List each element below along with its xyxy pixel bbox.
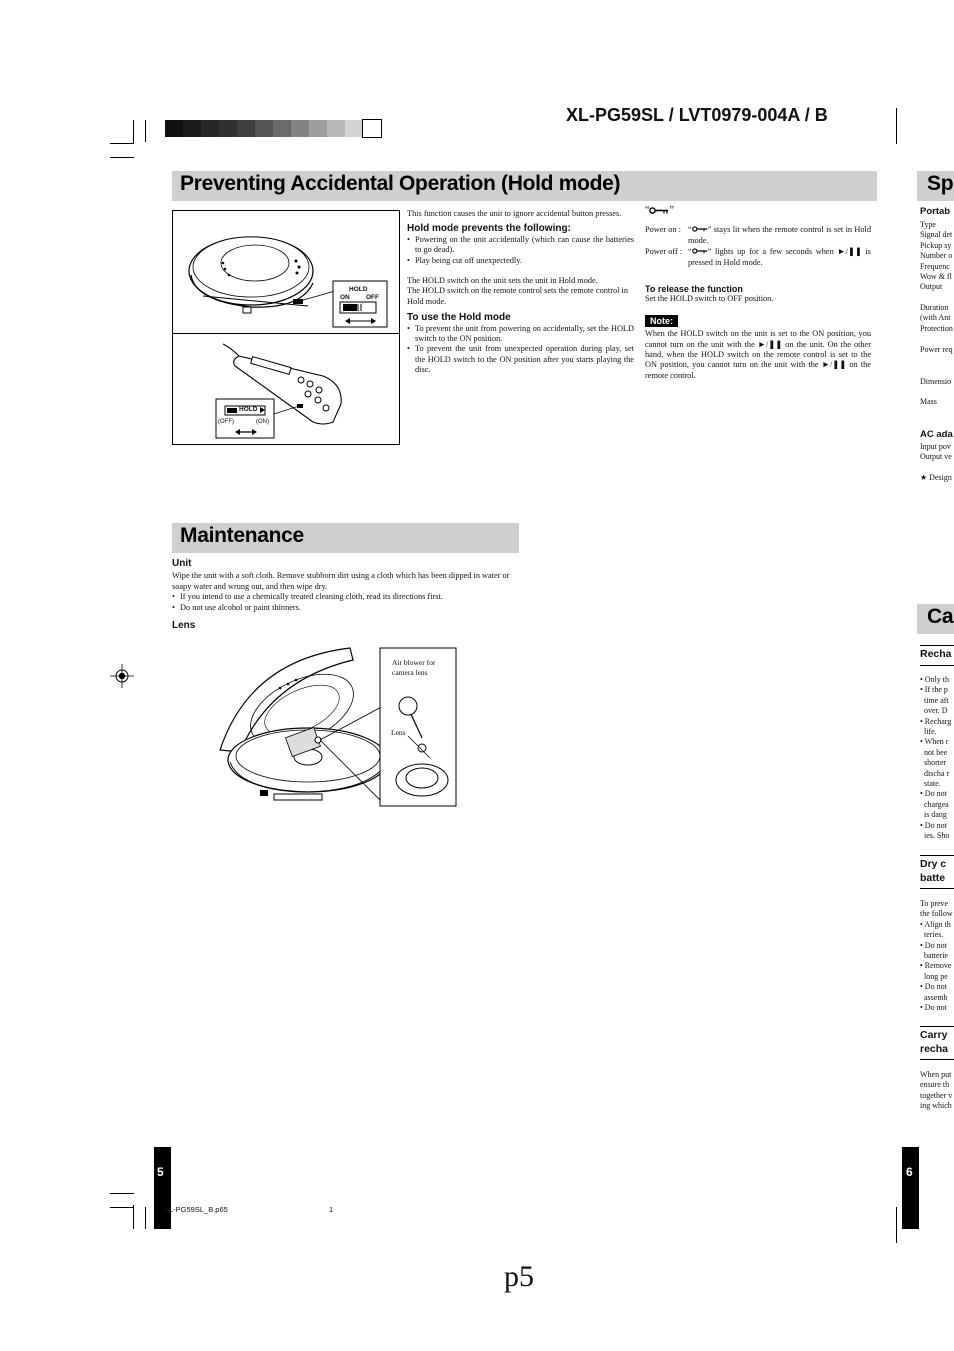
hold-intro: This function causes the unit to ignore accidental button presses.: [407, 209, 622, 218]
unit-on-label: ON: [340, 294, 350, 301]
right-column-line: over. D: [920, 706, 948, 716]
footer-filename: XL-PG59SL_B.p65: [164, 1205, 228, 1214]
list-item: • If you intend to use a chemically treated cleaning cloth, read its directions first.: [172, 592, 521, 602]
carry-list: [920, 1070, 952, 1112]
right-column-line: is dang: [920, 810, 947, 820]
note-badge: Note:: [645, 315, 678, 327]
spec-list-2: [920, 303, 953, 334]
remote-control-illustration: [173, 334, 399, 444]
crop-mark: [896, 1207, 897, 1243]
gray-swatch: [345, 120, 363, 137]
remote-on-label: (ON): [256, 419, 269, 425]
release-text: Set the HOLD switch to OFF position.: [645, 294, 774, 304]
footer-page-number: 1: [329, 1205, 334, 1214]
unit-heading: Unit: [172, 558, 192, 569]
portable-heading: Portab: [920, 206, 951, 217]
right-column-line: assemb: [920, 992, 948, 1002]
registration-mark-icon: [110, 664, 134, 688]
crop-mark: [110, 143, 134, 144]
note-text: When the HOLD switch on the unit is set to the ON position, you cannot turn on the unit with the ►/❚❚ on the unit. On the other hand, when the HOLD switch on the remote control is set to the ON position, you cannot turn on the unit with the ►/❚❚ on the remote control.: [645, 329, 871, 380]
power-off-row: Power off : “ ” lights up for a few seconds when ►/❚❚ is pressed in Hold mode.: [645, 247, 871, 267]
crop-mark: [145, 1207, 146, 1229]
mass-label: Mass: [920, 397, 937, 406]
right-column-line: ing which: [920, 1101, 952, 1111]
lens-heading: Lens: [172, 620, 196, 632]
crop-mark: [145, 120, 146, 142]
right-column-line: discha r: [920, 768, 950, 778]
left-page-tab: 5: [154, 1147, 171, 1229]
carry-heading-line-2: recha: [920, 1043, 949, 1055]
right-column-line: Wow & fl: [920, 272, 952, 282]
right-column-line: When put: [920, 1070, 952, 1079]
right-page-tab: 6: [902, 1147, 919, 1229]
right-column-line: • Do not: [920, 982, 947, 992]
document-code: XL-PG59SL / LVT0979-004A / B: [566, 105, 828, 125]
right-column-line: Input pov: [920, 442, 951, 451]
dry-rule-bottom: [920, 888, 954, 889]
right-column-line: To preve: [920, 899, 949, 908]
power-req-label: Power req: [920, 345, 953, 354]
right-column-line: Signal det: [920, 230, 953, 240]
prevents-heading: Hold mode prevents the following:: [407, 223, 571, 235]
right-column-line: • Remove: [920, 961, 952, 971]
right-column-line: the follow: [920, 909, 953, 919]
maintenance-text: [172, 559, 521, 631]
gray-swatch: [219, 120, 237, 137]
ac-list: [920, 442, 952, 463]
key-icon: [692, 248, 708, 254]
page-label: p5: [504, 1260, 534, 1293]
hold-section-heading: [172, 171, 877, 201]
list-item: • To prevent the unit from powering on accidentally, set the HOLD switch to the ON position.: [407, 324, 634, 345]
unit-hold-label: HOLD: [349, 286, 368, 293]
right-column-line: batterie: [920, 951, 948, 961]
lens-label: Lens: [391, 728, 406, 737]
right-column-line: • Do not: [920, 1003, 947, 1013]
gray-swatch: [363, 120, 381, 137]
right-column-line: Output: [920, 282, 943, 292]
right-column-line: Type: [920, 220, 936, 229]
remote-off-label: (OFF): [218, 419, 234, 425]
recha-rule-bottom: [920, 665, 954, 666]
right-column-line: ies. Sho: [920, 831, 950, 841]
right-column-line: Frequenc: [920, 261, 950, 271]
key-icon: [649, 207, 669, 214]
carry-heading-line-1: Carry: [920, 1029, 948, 1041]
hold-section-title: Preventing Accidental Operation (Hold mode): [180, 172, 621, 195]
list-item: • Do not use alcohol or paint thinners.: [172, 603, 521, 613]
right-column-line: together v: [920, 1090, 953, 1100]
dimensions-label: Dimensio: [920, 377, 952, 386]
hold-figure: [172, 210, 400, 445]
key-icon: [692, 226, 708, 232]
cautions-heading: Ca: [917, 604, 954, 634]
list-item: • Powering on the unit accidentally (which can cause the batteries to go dead).: [407, 235, 634, 256]
crop-mark: [133, 120, 134, 143]
release-heading: To release the function: [645, 284, 743, 295]
list-item: • Play being cut off unexpectedly.: [407, 256, 634, 266]
unit-list: [172, 592, 521, 613]
ac-adapter-heading: AC ada: [920, 429, 953, 440]
carry-rule-bottom: [920, 1059, 954, 1060]
gray-swatch: [201, 120, 219, 137]
right-column-line: Pickup sy: [920, 240, 952, 250]
gray-swatch: [165, 120, 183, 137]
prevents-list: [407, 235, 634, 266]
maintenance-section-title: Maintenance: [180, 524, 304, 547]
right-column-line: • Align th: [920, 919, 951, 929]
spec-list: [920, 220, 952, 293]
hold-text-column: [407, 209, 634, 376]
right-column-line: • Recharg: [920, 716, 952, 726]
right-column-line: • When r: [920, 737, 949, 747]
crop-mark: [896, 108, 897, 144]
switch-text-unit: The HOLD switch on the unit sets the unit in Hold mode.: [407, 276, 598, 286]
gray-swatch: [183, 120, 201, 137]
right-column-line: Protection: [920, 323, 953, 333]
unit-text: Wipe the unit with a soft cloth. Remove stubborn dirt using a cloth which has been dipped in water or soapy water and wrung out, and then wipe dry.: [172, 571, 510, 591]
right-column-line: (with Ant: [920, 313, 951, 323]
design-note: ★ Design: [920, 473, 952, 482]
right-column-line: • Do not: [920, 820, 947, 830]
key-icon-heading: “ ”: [645, 205, 674, 216]
use-heading: To use the Hold mode: [407, 312, 511, 324]
right-column-line: • If the p: [920, 685, 948, 695]
right-column-line: life.: [920, 727, 937, 737]
hold-right-column: [645, 206, 871, 381]
dry-rule: [920, 855, 954, 856]
right-column-line: time aft: [920, 695, 949, 705]
crop-mark: [110, 157, 134, 158]
carry-rule: [920, 1026, 954, 1027]
right-column-line: ensure th: [920, 1080, 950, 1090]
gray-swatch: [255, 120, 273, 137]
right-column-line: • Do not: [920, 789, 947, 799]
right-column-line: long pe: [920, 971, 948, 981]
right-column-line: chargea: [920, 799, 949, 809]
recha-heading: Recha: [920, 648, 952, 660]
dry-heading-line-1: Dry c: [920, 858, 947, 870]
use-list: [407, 324, 634, 376]
gray-swatch: [327, 120, 345, 137]
gray-swatch: [291, 120, 309, 137]
specifications-heading: Sp: [917, 171, 954, 201]
dry-list: [920, 899, 953, 1013]
gray-swatch: [273, 120, 291, 137]
crop-mark: [110, 1193, 134, 1194]
crop-mark: [133, 1205, 134, 1229]
recha-list: [920, 675, 951, 842]
unit-off-label: OFF: [366, 294, 379, 301]
right-column-line: • Only th: [920, 675, 950, 684]
right-column-line: not bee: [920, 747, 948, 757]
maintenance-section-heading: [172, 523, 519, 553]
dry-heading-line-2: batte: [920, 872, 946, 884]
gray-swatch: [237, 120, 255, 137]
right-column-line: teries.: [920, 930, 944, 940]
right-column-line: Output ve: [920, 452, 952, 462]
recha-rule: [920, 645, 954, 646]
power-on-row: Power on : “ ” stays lit when the remote control is set in Hold mode.: [645, 225, 871, 245]
right-column-line: • Do not: [920, 940, 947, 950]
right-column-line: shorter: [920, 758, 947, 768]
right-column-line: Number o: [920, 251, 953, 261]
list-item: • To prevent the unit from unexpected operation during play, set the HOLD switch to the ON position after you starts playing the disc.: [407, 344, 634, 375]
remote-hold-label: HOLD: [239, 406, 258, 413]
switch-text-remote: The HOLD switch on the remote control sets the remote control in Hold mode.: [407, 286, 628, 306]
crop-mark: [110, 1207, 134, 1208]
air-blower-label: Air blower for camera lens: [392, 658, 436, 678]
right-column-line: state.: [920, 779, 941, 789]
cd-player-illustration: [173, 211, 399, 333]
right-column-line: Duration: [920, 303, 949, 312]
gray-swatch: [309, 120, 327, 137]
